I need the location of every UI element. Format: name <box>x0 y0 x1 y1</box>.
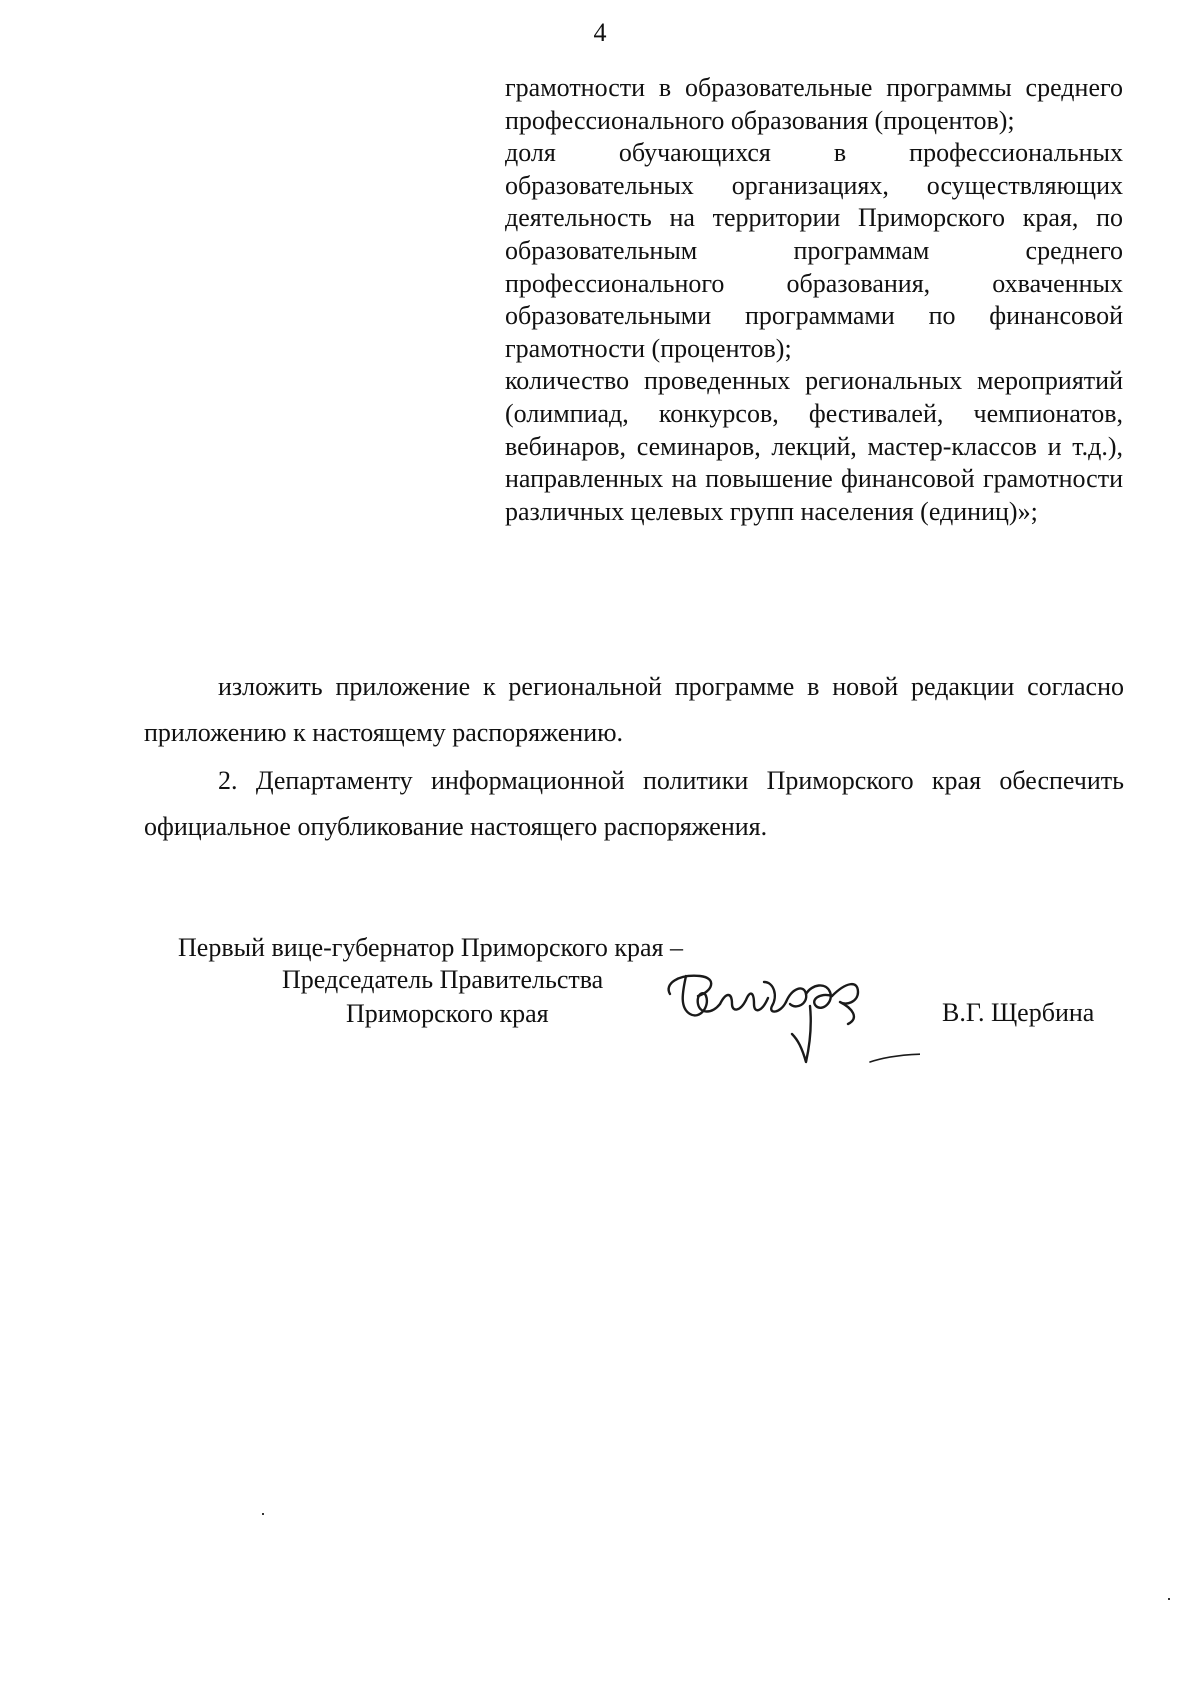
signer-position-line: Первый вице-губернатор Приморского края – <box>178 933 683 962</box>
list-item: грамотности в образовательные программы среднего профессионального образования (процентов); <box>505 73 1123 135</box>
page-number: 4 <box>593 18 607 47</box>
scan-speck <box>1168 1598 1170 1600</box>
signer-name: В.Г. Щербина <box>942 998 1095 1027</box>
signer-position-line: Приморского края <box>346 999 549 1028</box>
signature-block <box>0 932 1200 1052</box>
signer-position-line: Председатель Правительства <box>282 965 604 994</box>
paragraph-annex: изложить приложение к региональной программе в новой редакции согласно приложению к настоящему распоряжению. <box>144 672 1124 747</box>
document-body <box>144 664 1124 850</box>
list-item: доля обучающихся в профессиональных образовательных организациях, осуществляющих деятельность на территории Приморского края, по образовательным программам среднего профессионального образования, охваченных образовательными программами по финансовой грамотности (процентов); <box>505 138 1123 363</box>
scan-speck <box>262 1513 264 1515</box>
continued-indicator-list <box>505 72 1123 528</box>
handwritten-signature <box>660 962 920 1072</box>
paragraph-publication: 2. Департаменту информационной политики Приморского края обеспечить официальное опубликование настоящего распоряжения. <box>144 766 1124 841</box>
list-item: количество проведенных региональных мероприятий (олимпиад, конкурсов, фестивалей, чемпионатов, вебинаров, семинаров, лекций, мастер-классов и т.д.), направленных на повышение финансовой грамотности различных целевых групп населения (единиц)»; <box>505 366 1123 526</box>
